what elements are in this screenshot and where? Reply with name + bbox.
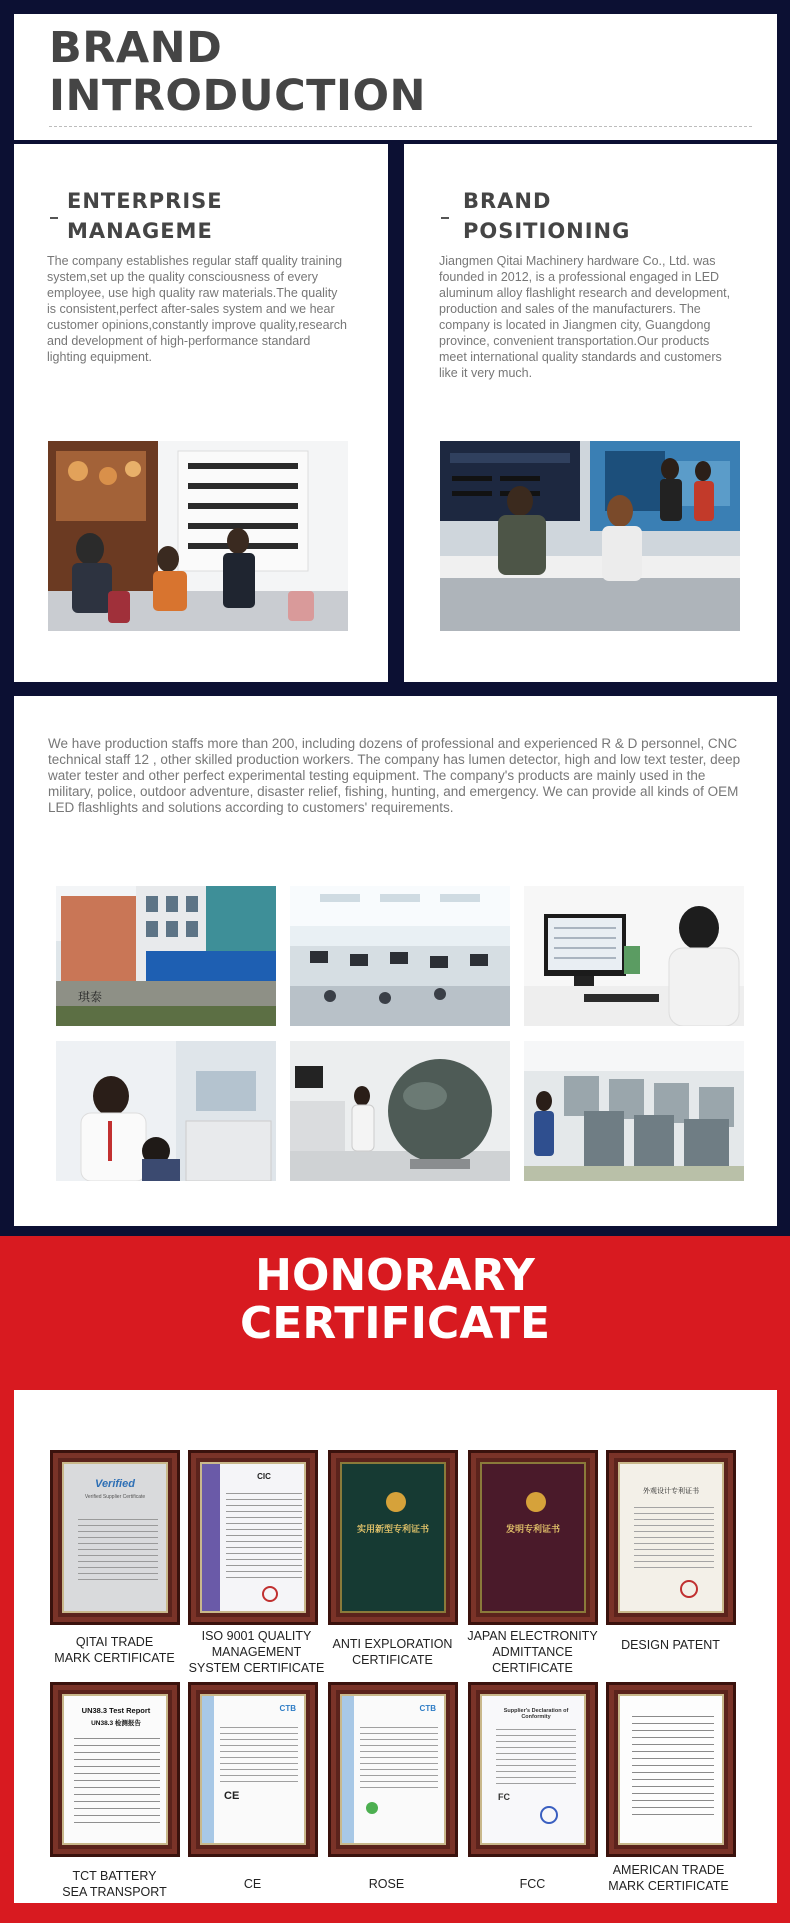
cert-heading: Verified [95,1478,135,1490]
certificate-frame [328,1450,458,1625]
integrating-sphere-photo [290,1041,510,1181]
ce-mark: CE [224,1790,240,1802]
certificate-frame [468,1450,598,1625]
certificate-label: ROSE [368,1877,405,1891]
enterprise-title [67,186,223,246]
certificate-frame [50,1682,180,1857]
certificate-label: ISO 9001 QUALITY MANAGEMENT SYSTEM CERTIFICATE [188,1629,325,1675]
title-dash [50,217,58,219]
brand-introduction-header [14,14,777,140]
honorary-title-line2: CERTIFICATE [239,1298,551,1349]
cnc-workshop-photo [524,1041,744,1181]
page-title-line2: INTRODUCTION [49,71,427,121]
trade-show-photo [440,441,740,631]
enterprise-title-line1: ENTERPRISE [67,189,223,213]
certificate-frame [188,1450,318,1625]
cert-subheading: UN38.3 检测报告 [91,1720,141,1727]
positioning-title [463,186,630,246]
cert-heading: 外观设计专利证书 [643,1488,699,1495]
fcc-mark: FC [498,1792,510,1802]
certificate-label: JAPAN ELECTRONITY ADMITTANCE CERTIFICATE [467,1629,598,1675]
certificate-frame [50,1450,180,1625]
exhibition-booth-photo [48,441,348,631]
production-capability-panel [14,696,777,1226]
cert-heading: CTB [419,1704,436,1713]
certificate-label: AMERICAN TRADE MARK CERTIFICATE [608,1863,729,1893]
cert-heading: 实用新型专利证书 [356,1524,429,1534]
certificate-label: DESIGN PATENT [621,1638,720,1652]
factory-sign-text: 琪泰 [78,990,103,1004]
title-dash [441,217,449,219]
production-text: We have production staffs more than 200, including dozens of professional and experienced R & D personnel, CNC technical staff 12 , other skilled production workers. The company has lumen detector, high and low text tester, deep water tester and other perfect experimental testing equipment. The company's products are mainly used in the military, police, outdoor adventure, disaster relief, fishing, hunting, and emergency. We can provide all kinds of OEM LED flashlights and solutions according to customers' requirements. [48,736,741,815]
positioning-title-line1: BRAND [463,189,552,213]
certificate-label: CE [243,1877,262,1891]
header-divider [49,126,752,127]
positioning-text: Jiangmen Qitai Machinery hardware Co., Ltd. was founded in 2012, is a professional engaged in LED aluminum alloy flashlight research and development, production and sales of the manufacturers. The company is located in Jiangmen city, Guangdong province, convenient transportation.Our products meet international quality standards and customers like it very much. [439,254,731,380]
certificate-frame [328,1682,458,1857]
enterprise-title-line2: MANAGEME [67,219,213,243]
certificate-frame [606,1682,736,1857]
factory-building-photo [56,886,276,1026]
cert-heading: Supplier's Declaration of Conformity [503,1708,569,1720]
certificate-label: FCC [519,1877,546,1891]
page-title [49,24,426,120]
certificate-frame [606,1450,736,1625]
positioning-title-line2: POSITIONING [463,219,631,243]
cert-heading: UN38.3 Test Report [81,1706,151,1715]
cert-heading: CIC [257,1472,271,1481]
lab-technician-photo [56,1041,276,1181]
certificate-frame [468,1682,598,1857]
brand-positioning-panel [404,144,777,682]
certificate-frame [188,1682,318,1857]
enterprise-management-panel [14,144,388,682]
cert-subheading: Verified Supplier Certificate [84,1494,146,1500]
office-floor-photo [290,886,510,1026]
cert-heading: CTB [279,1704,296,1713]
engineer-computer-photo [524,886,744,1026]
cert-heading: 发明专利证书 [505,1524,560,1534]
certificate-label: QITAI TRADE MARK CERTIFICATE [54,1635,175,1665]
certificate-label: ANTI EXPLORATION CERTIFICATE [332,1637,453,1667]
page-title-line1: BRAND [49,23,223,73]
honorary-title [0,1252,790,1348]
honorary-title-line1: HONORARY [255,1250,535,1301]
certificate-label: TCT BATTERY SEA TRANSPORT [62,1869,167,1899]
enterprise-text: The company establishes regular staff quality training system,set up the quality consciousness of every employee, use high quality raw materials.The quality is consistent,perfect after-sales system and we hear customer opinions,constantly improve quality,research and development of high-performance standard lighting equipment. [47,254,347,364]
